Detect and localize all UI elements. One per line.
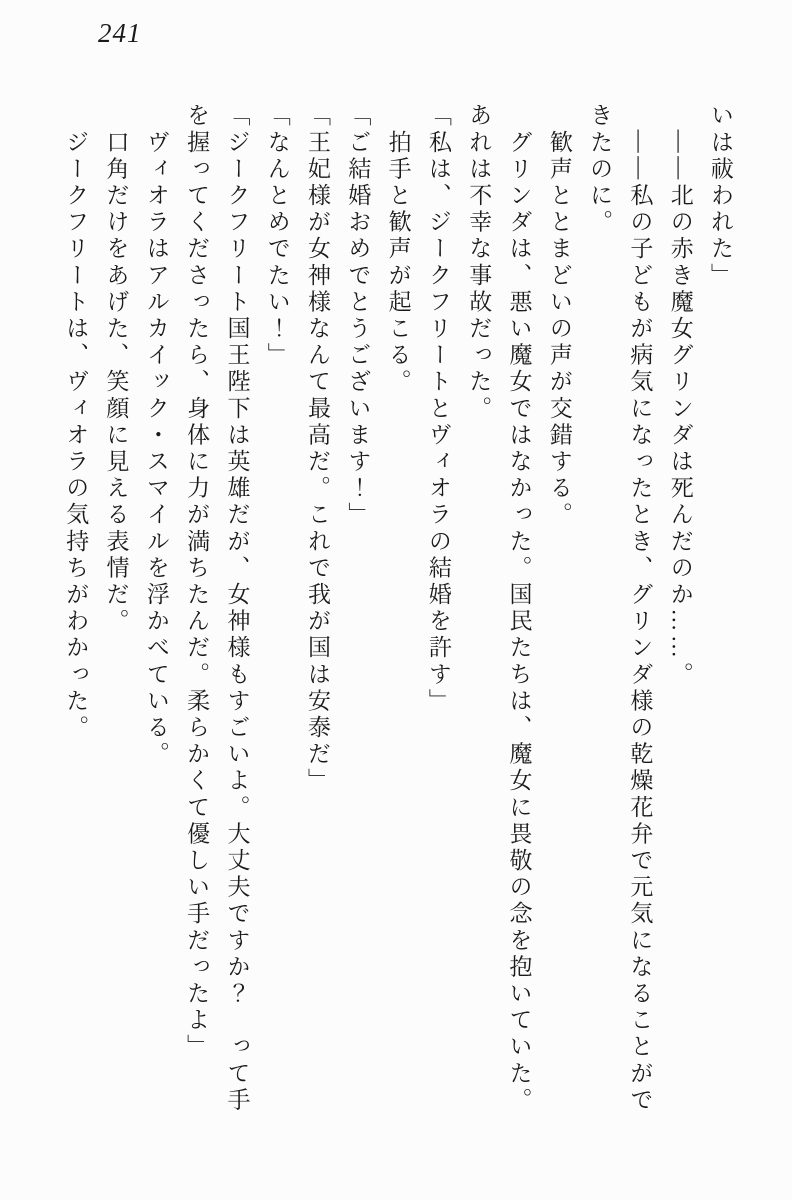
- page-number: 241: [98, 18, 142, 48]
- text-line: 歓声ととまどいの声が交錯する。: [546, 103, 572, 529]
- text-line: 「ご結婚おめでとうございます！」: [345, 103, 371, 529]
- text-line: あれは不幸な事故だった。: [466, 103, 492, 423]
- text-line: 「なんとめでたい！」: [264, 103, 290, 369]
- text-line: いは祓われた」: [708, 103, 733, 290]
- text-line: グリンダは、悪い魔女ではなかった。国民たちは、魔女に畏敬の念を抱いていた。: [506, 103, 532, 1114]
- text-line: きたのに。: [587, 103, 613, 236]
- text-line: 「私は、ジークフリートとヴィオラの結婚を許す」: [425, 103, 451, 715]
- text-line: ヴィオラはアルカイック・スマイルを浮かべている。: [143, 103, 169, 768]
- text-line: 拍手と歓声が起こる。: [385, 103, 411, 396]
- text-line: 口角だけをあげた、笑顔に見える表情だ。: [103, 103, 129, 635]
- text-line: ――私の子どもが病気になったとき、グリンダ様の乾燥花弁で元気になることがで: [627, 103, 653, 1114]
- text-line: を握ってくださったら、身体に力が満ちたんだ。柔らかくて優しい手だったよ」: [184, 103, 210, 1061]
- text-line: ジークフリートは、ヴィオラの気持ちがわかった。: [63, 103, 89, 742]
- text-line: 「ジークフリート国王陛下は英雄だが、女神様もすごいよ。大丈夫ですか？ って手: [224, 103, 250, 1114]
- vertical-text-block: [55, 103, 740, 1119]
- text-line: 「王妃様が女神様なんて最高だ。これで我が国は安泰だ」: [305, 103, 331, 795]
- text-line: ――北の赤き魔女グリンダは死んだのか……。: [667, 103, 693, 689]
